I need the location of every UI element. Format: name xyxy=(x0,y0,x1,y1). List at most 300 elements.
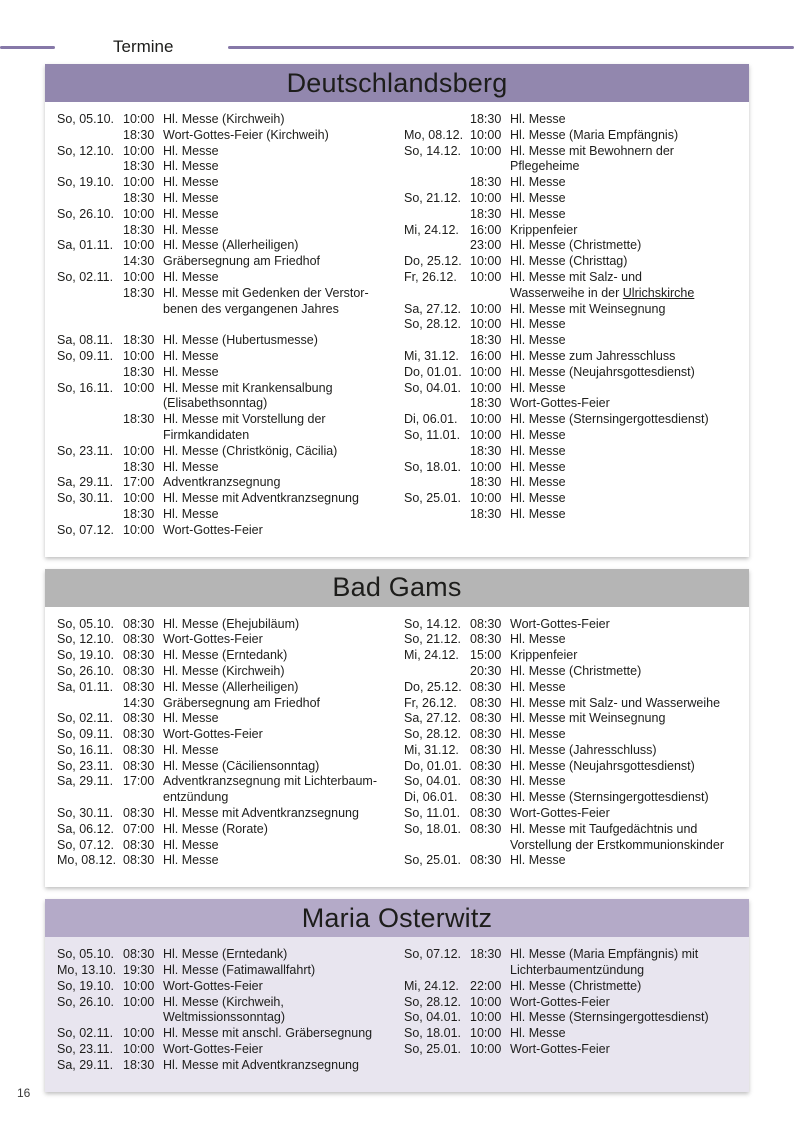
event-date: So, 28.12. xyxy=(404,994,461,1009)
event-time: 08:30 xyxy=(470,790,502,805)
event-row xyxy=(404,238,737,254)
event-description: Wort-Gottes-Feier xyxy=(163,632,263,647)
event-row xyxy=(404,191,737,207)
event-time: 08:30 xyxy=(123,616,155,631)
event-time: 10:00 xyxy=(470,1042,502,1057)
event-time: 08:30 xyxy=(470,853,502,868)
event-date: So, 25.01. xyxy=(404,1042,461,1057)
event-description: Hl. Messe (Hubertusmesse) xyxy=(163,333,318,348)
event-time: 17:00 xyxy=(123,475,155,490)
event-row xyxy=(404,995,737,1011)
event-date: So, 04.01. xyxy=(404,774,461,789)
event-row xyxy=(57,853,390,869)
event-row xyxy=(404,175,737,191)
event-row xyxy=(404,396,737,412)
event-description: Hl. Messe (Allerheiligen) xyxy=(163,238,299,253)
event-description: Hl. Messe xyxy=(510,475,566,490)
event-row xyxy=(404,475,737,491)
event-row xyxy=(57,412,390,444)
event-time: 18:30 xyxy=(123,506,155,521)
event-description: Hl. Messe mit Salz- und Wasserweihe in der Ulrichskirche xyxy=(510,269,695,300)
event-time: 08:30 xyxy=(123,663,155,678)
section-bad-gams xyxy=(45,569,749,888)
event-date: So, 21.12. xyxy=(404,632,461,647)
event-description: Hl. Messe mit Bewohnern der Pflegeheime xyxy=(510,143,674,174)
event-row xyxy=(404,664,737,680)
event-date xyxy=(404,175,470,191)
event-time: 18:30 xyxy=(123,190,155,205)
event-time: 10:00 xyxy=(470,301,502,316)
event-time: 10:00 xyxy=(470,317,502,332)
event-time: 08:30 xyxy=(470,632,502,647)
event-time: 08:30 xyxy=(470,616,502,631)
event-row xyxy=(57,806,390,822)
event-row xyxy=(57,349,390,365)
event-time: 18:30 xyxy=(123,412,155,427)
event-description: Hl. Messe mit anschl. Gräbersegnung xyxy=(163,1026,373,1041)
event-time: 10:00 xyxy=(123,1026,155,1041)
event-date: Do, 25.12. xyxy=(404,254,462,269)
event-time: 18:30 xyxy=(470,443,502,458)
event-date xyxy=(57,128,123,144)
event-date: Di, 06.01. xyxy=(404,790,458,805)
event-date: Sa, 27.12. xyxy=(404,711,461,726)
event-date: So, 30.11. xyxy=(57,806,114,821)
event-time: 16:00 xyxy=(470,222,502,237)
event-description: Hl. Messe xyxy=(510,206,566,221)
event-time: 10:00 xyxy=(123,994,155,1009)
event-row xyxy=(404,412,737,428)
event-row xyxy=(404,428,737,444)
event-row xyxy=(404,112,737,128)
event-time: 08:30 xyxy=(470,806,502,821)
event-description: Hl. Messe mit Gedenken der Verstor- benen des vergangenen Jahres xyxy=(163,285,369,316)
event-row xyxy=(57,1042,390,1058)
event-description: Hl. Messe xyxy=(163,348,219,363)
event-date xyxy=(57,365,123,381)
event-description: Hl. Messe xyxy=(163,742,219,757)
event-row xyxy=(57,444,390,460)
section-body xyxy=(45,102,749,557)
event-row xyxy=(57,711,390,727)
event-row xyxy=(404,648,737,664)
event-time: 10:00 xyxy=(123,443,155,458)
event-row xyxy=(57,144,390,160)
event-time: 08:30 xyxy=(470,727,502,742)
event-date: Fr, 26.12. xyxy=(404,695,457,710)
event-date: Mi, 31.12. xyxy=(404,742,459,757)
event-time: 10:00 xyxy=(470,412,502,427)
event-time: 08:30 xyxy=(123,711,155,726)
event-row xyxy=(404,790,737,806)
event-time: 18:30 xyxy=(123,285,155,300)
event-date: So, 11.01. xyxy=(404,427,461,442)
event-time: 10:00 xyxy=(470,143,502,158)
section-title: Maria Osterwitz xyxy=(301,902,493,933)
event-time: 08:30 xyxy=(470,774,502,789)
event-row xyxy=(57,696,390,712)
event-row xyxy=(57,238,390,254)
event-time: 08:30 xyxy=(470,679,502,694)
event-date: Sa, 01.11. xyxy=(57,679,114,694)
event-description: Hl. Messe (Rorate) xyxy=(163,821,268,836)
event-row xyxy=(404,365,737,381)
event-date xyxy=(57,507,123,523)
event-description: Hl. Messe (Kirchweih, Weltmissionssonntag) xyxy=(163,994,286,1025)
event-time: 08:30 xyxy=(123,806,155,821)
event-date: Sa, 27.12. xyxy=(404,301,461,316)
event-date: So, 05.10. xyxy=(57,947,114,962)
event-time: 10:00 xyxy=(123,269,155,284)
event-description: Hl. Messe xyxy=(163,222,219,237)
event-time: 18:30 xyxy=(470,947,502,962)
event-time: 16:00 xyxy=(470,348,502,363)
page-header xyxy=(0,37,794,57)
event-time: 10:00 xyxy=(123,175,155,190)
event-time: 08:30 xyxy=(123,758,155,773)
event-date: So, 19.10. xyxy=(57,175,114,190)
event-time: 10:00 xyxy=(470,994,502,1009)
event-time: 08:30 xyxy=(123,837,155,852)
event-description: Hl. Messe (Kirchweih) xyxy=(163,663,285,678)
event-description: Hl. Messe mit Krankensalbung (Elisabethsonntag) xyxy=(163,380,333,411)
event-date: So, 09.11. xyxy=(57,348,114,363)
event-date: Do, 01.01. xyxy=(404,364,462,379)
event-row xyxy=(57,680,390,696)
event-description: Hl. Messe (Christkönig, Cäcilia) xyxy=(163,443,338,458)
event-row xyxy=(57,365,390,381)
event-row xyxy=(404,223,737,239)
event-row xyxy=(404,680,737,696)
event-date xyxy=(404,664,470,680)
events-column-right xyxy=(404,617,737,870)
event-time: 17:00 xyxy=(123,774,155,789)
event-description: Hl. Messe (Maria Empfängnis) xyxy=(510,127,679,142)
event-description: Hl. Messe mit Adventkranzsegnung xyxy=(163,491,359,506)
event-row xyxy=(57,1058,390,1074)
event-row xyxy=(404,333,737,349)
event-row xyxy=(57,112,390,128)
event-description: Hl. Messe mit Vorstellung der Firmkandidaten xyxy=(163,412,326,442)
event-row xyxy=(404,822,737,854)
event-time: 18:30 xyxy=(123,459,155,474)
event-time: 19:30 xyxy=(123,963,155,978)
event-date: Sa, 08.11. xyxy=(57,333,114,348)
event-time: 18:30 xyxy=(470,112,502,126)
event-time: 18:30 xyxy=(470,175,502,190)
event-date: So, 04.01. xyxy=(404,1010,461,1025)
event-time: 18:30 xyxy=(123,127,155,142)
event-row xyxy=(57,632,390,648)
event-description: Hl. Messe xyxy=(510,853,566,868)
event-time: 10:00 xyxy=(470,491,502,506)
event-row xyxy=(57,460,390,476)
events-column-left xyxy=(57,112,390,539)
event-date: So, 02.11. xyxy=(57,711,114,726)
event-description: Hl. Messe (Sternsingergottesdienst) xyxy=(510,1010,709,1025)
event-description: Hl. Messe mit Salz- und Wasserweihe xyxy=(510,695,721,710)
event-row xyxy=(404,774,737,790)
event-description: Hl. Messe xyxy=(163,143,219,158)
section-banner xyxy=(45,64,749,102)
event-time: 08:30 xyxy=(123,679,155,694)
event-date: Mo, 13.10. xyxy=(57,963,117,978)
event-date: Di, 06.01. xyxy=(404,412,458,427)
event-date: Mi, 24.12. xyxy=(404,222,459,237)
event-time: 18:30 xyxy=(123,364,155,379)
event-description: Hl. Messe (Allerheiligen) xyxy=(163,679,299,694)
section-title: Bad Gams xyxy=(332,572,462,603)
event-description: Hl. Messe (Neujahrsgottesdienst) xyxy=(510,758,695,773)
event-date: So, 04.01. xyxy=(404,380,461,395)
event-row xyxy=(404,1010,737,1026)
event-row xyxy=(57,333,390,349)
event-date: Mo, 08.12. xyxy=(404,127,464,142)
event-row xyxy=(57,491,390,507)
event-row xyxy=(404,349,737,365)
event-time: 08:30 xyxy=(470,821,502,836)
event-description: Adventkranzsegnung xyxy=(163,475,281,490)
event-date: Mi, 24.12. xyxy=(404,978,459,993)
event-description: Hl. Messe xyxy=(163,364,219,379)
event-date: So, 11.01. xyxy=(404,806,461,821)
event-row xyxy=(57,664,390,680)
event-description: Wort-Gottes-Feier xyxy=(163,727,263,742)
event-description: Hl. Messe xyxy=(163,459,219,474)
event-row xyxy=(404,491,737,507)
event-date: So, 18.01. xyxy=(404,821,461,836)
event-description: Wort-Gottes-Feier xyxy=(510,994,610,1009)
event-row xyxy=(57,381,390,413)
event-description: Hl. Messe xyxy=(163,711,219,726)
event-description: Hl. Messe xyxy=(510,679,566,694)
event-row xyxy=(57,979,390,995)
event-row xyxy=(404,853,737,869)
event-description: Hl. Messe (Neujahrsgottesdienst) xyxy=(510,364,695,379)
event-date xyxy=(57,254,123,270)
events-column-left xyxy=(57,617,390,870)
event-date xyxy=(404,396,470,412)
event-date: Do, 25.12. xyxy=(404,679,462,694)
event-row xyxy=(404,743,737,759)
event-date: Do, 01.01. xyxy=(404,758,462,773)
event-row xyxy=(404,759,737,775)
event-date xyxy=(57,191,123,207)
event-time: 10:00 xyxy=(470,190,502,205)
event-description: Hl. Messe xyxy=(510,380,566,395)
event-time: 18:30 xyxy=(470,396,502,411)
header-rule-right xyxy=(228,46,794,49)
event-description: Hl. Messe xyxy=(163,853,219,868)
row-spacer xyxy=(57,317,390,333)
header-rule-left xyxy=(0,46,55,49)
event-time: 10:00 xyxy=(123,143,155,158)
event-description: Wort-Gottes-Feier xyxy=(510,1042,610,1057)
event-row xyxy=(57,254,390,270)
event-row xyxy=(404,1042,737,1058)
event-row xyxy=(57,507,390,523)
event-row xyxy=(404,302,737,318)
event-row xyxy=(57,207,390,223)
event-description: Hl. Messe xyxy=(510,459,566,474)
event-row xyxy=(404,128,737,144)
event-row xyxy=(57,648,390,664)
event-description: Hl. Messe xyxy=(510,112,566,126)
event-date: So, 23.11. xyxy=(57,758,114,773)
event-date: So, 05.10. xyxy=(57,616,114,631)
event-date: So, 26.10. xyxy=(57,994,114,1009)
event-description: Hl. Messe (Erntedank) xyxy=(163,947,288,962)
event-time: 10:00 xyxy=(123,1042,155,1057)
event-date: So, 25.01. xyxy=(404,491,461,506)
event-row xyxy=(404,1026,737,1042)
event-description: Hl. Messe xyxy=(510,175,566,190)
event-row xyxy=(404,254,737,270)
event-time: 08:30 xyxy=(123,632,155,647)
event-description: Hl. Messe (Erntedank) xyxy=(163,648,288,663)
event-date xyxy=(404,475,470,491)
event-row xyxy=(57,617,390,633)
event-description: Wort-Gottes-Feier xyxy=(510,806,610,821)
event-date: Sa, 29.11. xyxy=(57,774,114,789)
event-date xyxy=(57,696,123,712)
event-date: So, 16.11. xyxy=(57,380,114,395)
event-date: So, 12.10. xyxy=(57,632,114,647)
section-title: Deutschlandsberg xyxy=(286,67,508,98)
event-time: 07:00 xyxy=(123,821,155,836)
event-description: Hl. Messe xyxy=(510,727,566,742)
event-date: So, 07.12. xyxy=(57,522,114,537)
event-description: Hl. Messe mit Taufgedächtnis und Vorstellung der Erstkommunionskinder xyxy=(510,821,724,852)
event-time: 10:00 xyxy=(470,1026,502,1041)
event-row xyxy=(57,270,390,286)
event-date xyxy=(57,159,123,175)
event-time: 10:00 xyxy=(123,112,155,126)
event-time: 18:30 xyxy=(470,206,502,221)
event-description: Hl. Messe xyxy=(510,491,566,506)
events-column-right xyxy=(404,947,737,1073)
event-date: So, 16.11. xyxy=(57,742,114,757)
event-date: Fr, 26.12. xyxy=(404,269,457,284)
event-row xyxy=(57,727,390,743)
event-row xyxy=(57,523,390,539)
event-row xyxy=(57,838,390,854)
event-description: Hl. Messe (Maria Empfängnis) mit Lichterbaumentzündung xyxy=(510,947,699,978)
event-date: Sa, 01.11. xyxy=(57,238,114,253)
event-row xyxy=(404,696,737,712)
event-description: Hl. Messe mit Adventkranzsegnung xyxy=(163,806,359,821)
event-date: So, 21.12. xyxy=(404,190,461,205)
event-date: So, 23.11. xyxy=(57,443,114,458)
event-description: Hl. Messe (Jahresschluss) xyxy=(510,742,657,757)
event-row xyxy=(57,743,390,759)
section-banner xyxy=(45,899,749,937)
event-description: Hl. Messe xyxy=(163,837,219,852)
event-time: 18:30 xyxy=(123,1057,155,1072)
event-date xyxy=(57,460,123,476)
section-banner xyxy=(45,569,749,607)
event-time: 08:30 xyxy=(123,727,155,742)
event-row xyxy=(404,270,737,302)
event-time: 18:30 xyxy=(470,506,502,521)
event-description: Wort-Gottes-Feier xyxy=(163,1042,263,1057)
event-row xyxy=(57,223,390,239)
event-description: Gräbersegnung am Friedhof xyxy=(163,695,321,710)
event-date: So, 19.10. xyxy=(57,648,114,663)
event-time: 08:30 xyxy=(470,711,502,726)
event-date: So, 18.01. xyxy=(404,459,461,474)
event-time: 08:30 xyxy=(470,742,502,757)
event-row xyxy=(404,727,737,743)
section-maria-osterwitz xyxy=(45,899,749,1091)
event-date xyxy=(404,238,470,254)
event-time: 10:00 xyxy=(470,269,502,284)
event-date: Sa, 29.11. xyxy=(57,475,114,490)
event-description: Hl. Messe (Sternsingergottesdienst) xyxy=(510,790,709,805)
event-time: 10:00 xyxy=(123,238,155,253)
event-time: 14:30 xyxy=(123,695,155,710)
event-description: Hl. Messe xyxy=(510,1026,566,1041)
event-description: Hl. Messe (Kirchweih) xyxy=(163,112,285,126)
event-description: Hl. Messe (Sternsingergottesdienst) xyxy=(510,412,709,427)
event-description: Hl. Messe mit Weinsegnung xyxy=(510,711,666,726)
event-row xyxy=(404,460,737,476)
event-date: So, 28.12. xyxy=(404,317,461,332)
event-date xyxy=(404,333,470,349)
events-column-left xyxy=(57,947,390,1073)
underlined-text: Ulrichskirche xyxy=(622,285,695,300)
event-date: So, 09.11. xyxy=(57,727,114,742)
event-row xyxy=(57,963,390,979)
event-description: Hl. Messe xyxy=(163,506,219,521)
event-date xyxy=(57,412,123,444)
event-description: Hl. Messe xyxy=(163,159,219,174)
event-time: 18:30 xyxy=(123,159,155,174)
event-row xyxy=(404,144,737,176)
event-time: 14:30 xyxy=(123,254,155,269)
event-time: 10:00 xyxy=(123,978,155,993)
event-description: Hl. Messe xyxy=(163,175,219,190)
event-date: Mi, 31.12. xyxy=(404,348,459,363)
event-time: 10:00 xyxy=(470,459,502,474)
event-date: So, 28.12. xyxy=(404,727,461,742)
page-title: Termine xyxy=(113,37,174,56)
event-description: Hl. Messe xyxy=(510,443,566,458)
event-date: So, 14.12. xyxy=(404,143,461,158)
event-date: So, 02.11. xyxy=(57,1026,114,1041)
event-row xyxy=(57,128,390,144)
event-time: 10:00 xyxy=(123,348,155,363)
events-column-right xyxy=(404,112,737,539)
event-description: Hl. Messe xyxy=(510,427,566,442)
event-time: 08:30 xyxy=(470,695,502,710)
event-row xyxy=(404,317,737,333)
event-row xyxy=(57,1026,390,1042)
event-description: Hl. Messe (Fatimawallfahrt) xyxy=(163,963,316,978)
event-time: 10:00 xyxy=(470,127,502,142)
event-time: 08:30 xyxy=(123,742,155,757)
event-row xyxy=(404,979,737,995)
event-row xyxy=(57,191,390,207)
event-description: Wort-Gottes-Feier xyxy=(510,396,610,411)
event-row xyxy=(57,759,390,775)
event-date xyxy=(57,223,123,239)
event-date xyxy=(404,507,470,523)
event-description: Gräbersegnung am Friedhof xyxy=(163,254,321,269)
event-description: Krippenfeier xyxy=(510,222,578,237)
event-date: So, 07.12. xyxy=(57,837,114,852)
event-description: Hl. Messe mit Weinsegnung xyxy=(510,301,666,316)
